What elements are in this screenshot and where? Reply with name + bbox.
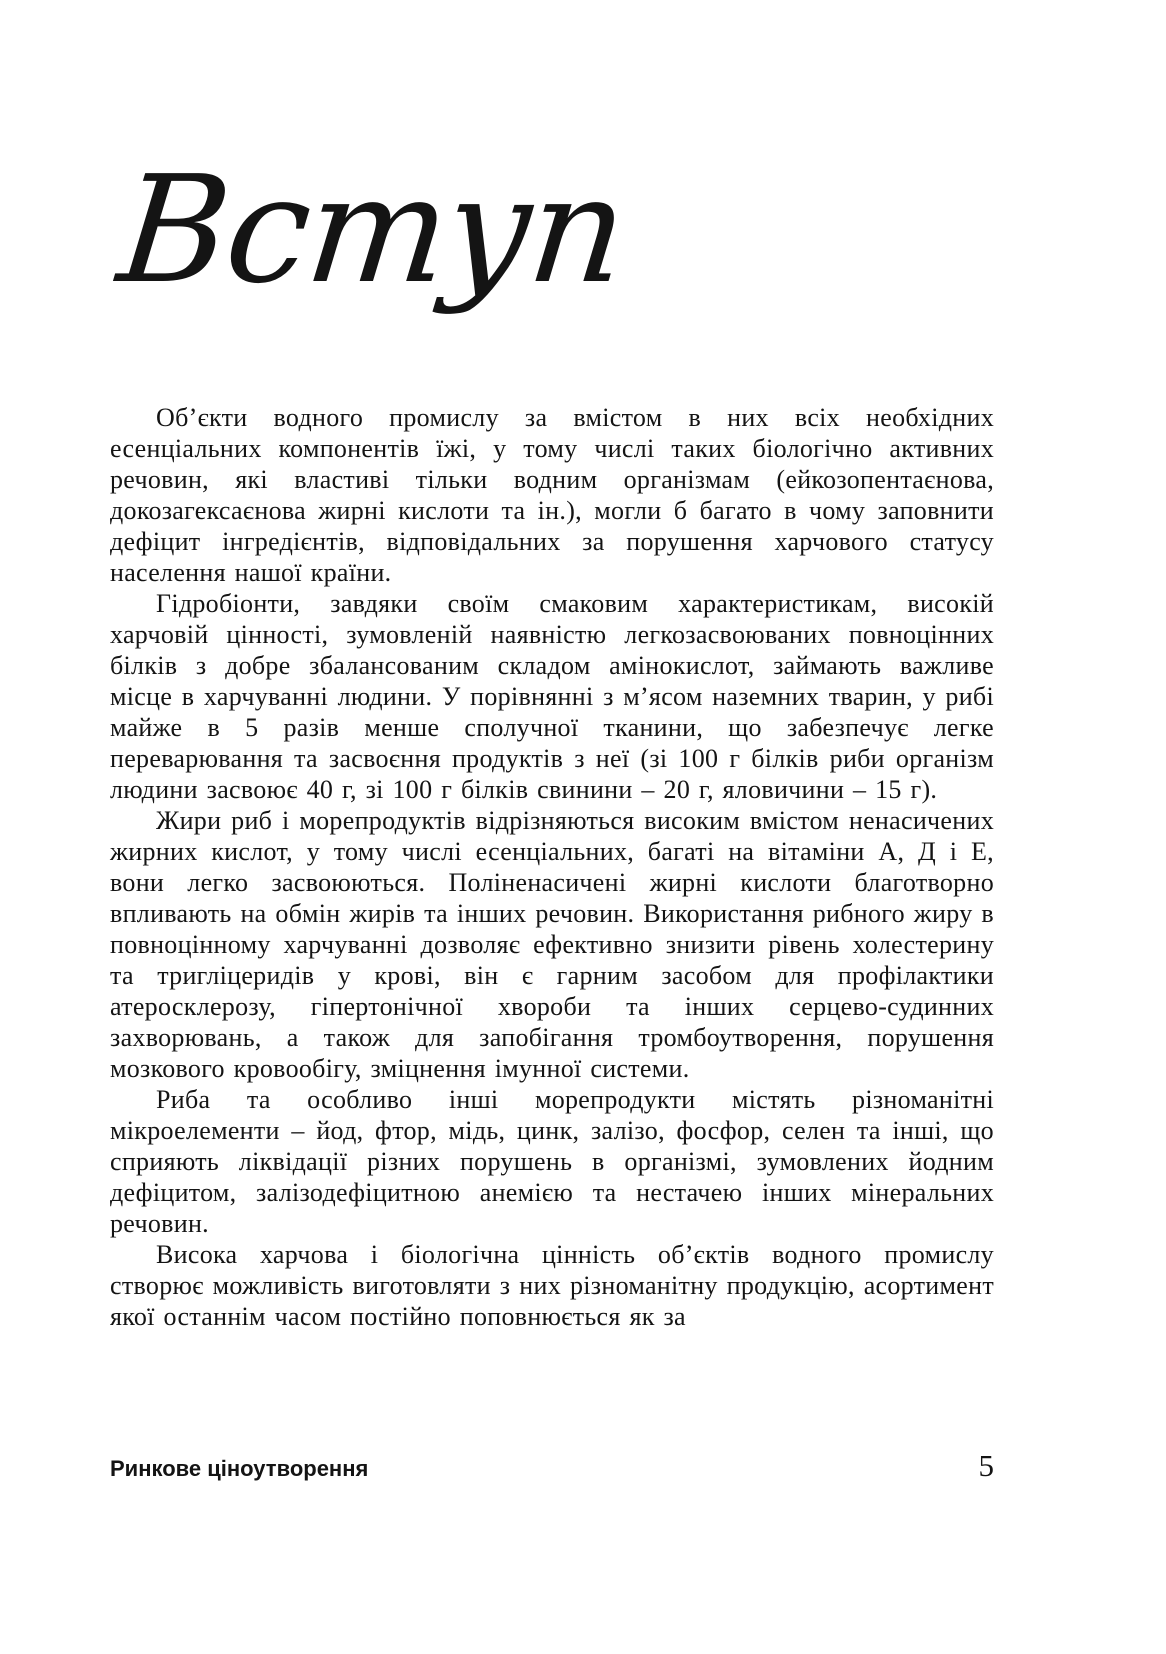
paragraph: Висока харчова і біологічна цінність об’єктів водного промислу створює можливість виготовляти з них різноманітну продукцію, асортимент якої останнім часом постійно поповнюється як за bbox=[110, 1240, 994, 1331]
footer-running-title: Ринкове ціноутворення bbox=[110, 1456, 369, 1481]
paragraph: Об’єкти водного промислу за вмістом в них всіх необхідних есенціальних компонентів їжі, у тому числі таких біологічно активних речовин, які властиві тільки водним організмам (ейкозопентаєнова, докозагексаєнова жирні кислоти та ін.), могли б багато в чому заповнити дефіцит інгредієнтів, відповідальних за порушення харчового статусу населення нашої країни. bbox=[110, 403, 994, 587]
page-footer bbox=[110, 1448, 994, 1484]
paragraph: Риба та особливо інші морепродукти містять різноманітні мікроелементи – йод, фтор, мідь, цинк, залізо, фосфор, селен та інші, що сприяють ліквідації різних порушень в організмі, зумовлених йодним дефіцитом, залізодефіцитною анемією та нестачею інших мінеральних речовин. bbox=[110, 1085, 994, 1238]
page-number: 5 bbox=[978, 1448, 994, 1483]
chapter-title: Вступ bbox=[111, 144, 633, 316]
body-text bbox=[110, 402, 994, 1332]
paragraph: Жири риб і морепродуктів відрізняються високим вмістом ненасичених жирних кислот, у тому числі есенціальних, багаті на вітаміни А, Д і Е, вони легко засвоюються. Поліненасичені жирні кислоти благотворно впливають на обмін жирів та інших речовин. Використання рибного жиру в повноцінному харчуванні дозволяє ефективно знизити рівень холестерину та тригліцеридів у крові, він є гарним засобом для профілактики атеросклерозу, гіпертонічної хвороби та інших серцево-судинних захворювань, а також для запобігання тромбоутворення, порушення мозкового кровообігу, зміцнення імунної системи. bbox=[110, 806, 994, 1083]
paragraph: Гідробіонти, завдяки своїм смаковим характеристикам, високій харчовій цінності, зумовленій наявністю легкозасвоюваних повноцінних білків з добре збалансованим складом амінокислот, займають важливе місце в харчуванні людини. У порівнянні з м’ясом наземних тварин, у рибі майже в 5 разів менше сполучної тканини, що забезпечує легке переварювання та засвоєння продуктів з неї (зі 100 г білків риби організм людини засвоює 40 г, зі 100 г білків свинини – 20 г, яловичини – 15 г). bbox=[110, 589, 994, 804]
